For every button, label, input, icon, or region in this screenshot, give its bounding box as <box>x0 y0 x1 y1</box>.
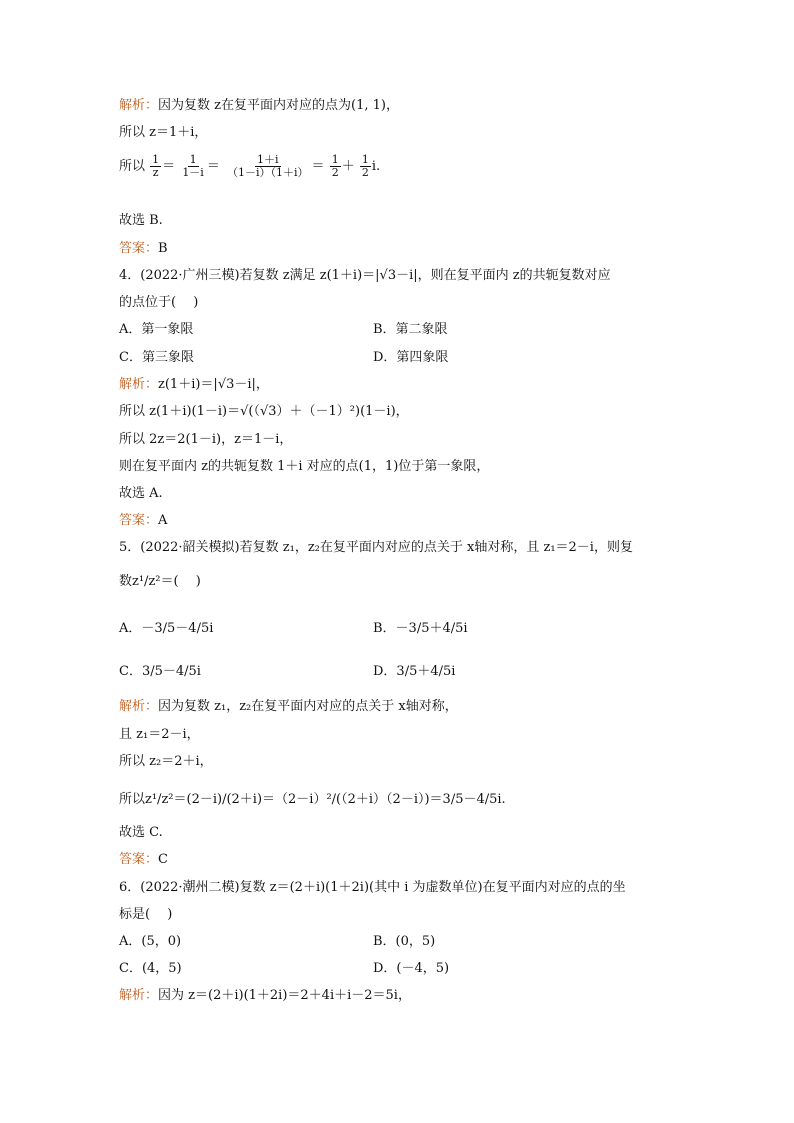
question-6-stem: 6．(2022·潮州二模)复数 z＝(2＋i)(1＋2i)(其中 i 为虚数单位)在复平面内对应的点的坐 <box>119 880 626 895</box>
formula-prefix: 所以 <box>119 159 146 174</box>
fraction: $\frac{1}{2}$ <box>361 153 369 179</box>
text-line: 所以 z₂＝2＋i， <box>119 754 213 769</box>
fraction: $\frac{1+i}{(1-i)(1+i)}$ <box>227 153 309 179</box>
option-c[interactable]: C．3/5－4/5i <box>119 664 201 679</box>
question-5-stem: 5．(2022·韶关模拟)若复数 z₁，z₂在复平面内对应的点关于 x轴对称，且 z₁＝2－i，则复 <box>119 540 633 555</box>
option-c[interactable]: C．第三象限 <box>119 350 194 365</box>
option-c[interactable]: C．(4，5) <box>119 961 182 976</box>
fraction: $\frac{1}{1-i}$ <box>182 153 204 179</box>
text-line: 故选 B. <box>119 213 163 228</box>
text-line: 故选 C. <box>119 825 163 840</box>
fraction: $\frac{1}{2}$ <box>331 153 339 179</box>
option-b[interactable]: B．(0，5) <box>373 934 436 949</box>
fraction: $\frac{1}{z}$ <box>152 153 160 179</box>
text-line: 所以 z＝1＋i， <box>119 125 208 140</box>
option-b[interactable]: B．第二象限 <box>373 322 448 337</box>
analysis-line-1 <box>119 98 399 114</box>
option-b[interactable]: B．－3/5＋4/5i <box>373 621 468 636</box>
option-a[interactable]: A．(5，0) <box>119 934 182 949</box>
formula-line-2: 所以z¹/z²＝(2－i)/(2＋i)＝（2－i）²/(（2＋i）（2－i）)＝3/5－4/5i. <box>119 792 506 807</box>
text-line: 则在复平面内 z的共轭复数 1＋i 对应的点(1，1)位于第一象限， <box>119 459 490 474</box>
text-line: 所以 z(1＋i)(1－i)＝√(（√3）＋（－1）²)(1－i)， <box>119 404 409 419</box>
analysis-line: 解析：z(1＋i)＝|√3－i|， <box>119 377 269 392</box>
text-line: 所以 2z＝2(1－i)，z＝1－i， <box>119 432 293 447</box>
text-line: 故选 A. <box>119 486 163 501</box>
answer-line: 答案：C <box>119 852 168 867</box>
answer-line: 答案：A <box>119 513 168 528</box>
answer-line: 答案：B <box>119 241 168 256</box>
question-6-stem-cont: 标是( ) <box>119 907 173 922</box>
option-a[interactable]: A．第一象限 <box>119 322 194 337</box>
option-d[interactable]: D．(－4，5) <box>373 961 450 976</box>
option-a[interactable]: A．－3/5－4/5i <box>119 621 214 636</box>
question-4-stem-cont: 的点位于( ) <box>119 295 199 310</box>
formula-line-1: 所以 $\frac{1}{z}$ ＝ $\frac{1}{1-i}$ ＝ $\frac{1+i}{(1-i)(1+i)}$ ＝ $\frac{1}{2}$ ＋ $\frac{1}{2}$ i. <box>119 153 381 179</box>
option-d[interactable]: D．第四象限 <box>373 350 449 365</box>
question-5-stem-cont: 数z¹/z²＝( ) <box>119 574 201 589</box>
analysis-text: 因为复数 z在复平面内对应的点为(1, 1)， <box>158 98 399 113</box>
question-4-stem: 4．(2022·广州三模)若复数 z满足 z(1＋i)＝|√3－i|，则在复平面内 z的共轭复数对应 <box>119 268 611 283</box>
analysis-line: 解析：因为 z＝(2＋i)(1＋2i)＝2＋4i＋i－2＝5i， <box>119 988 411 1003</box>
analysis-label: 解析： <box>119 98 159 113</box>
analysis-line: 解析：因为复数 z₁，z₂在复平面内对应的点关于 x轴对称， <box>119 699 458 714</box>
text-line: 且 z₁＝2－i， <box>119 727 200 742</box>
option-d[interactable]: D．3/5＋4/5i <box>373 664 456 679</box>
